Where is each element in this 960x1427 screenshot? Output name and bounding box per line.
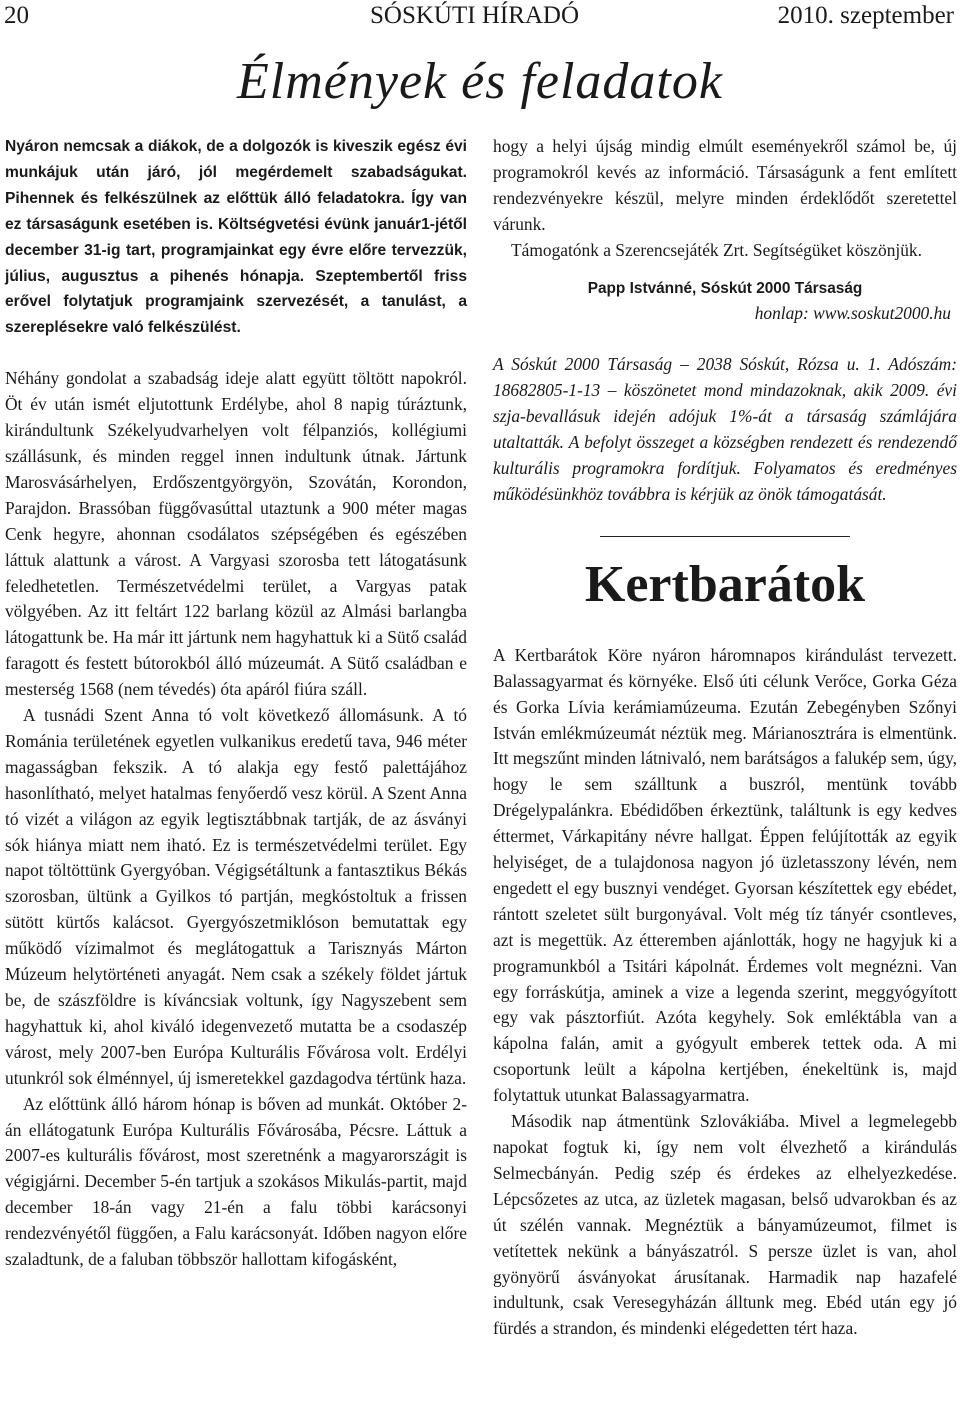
right-column: [493, 134, 957, 1342]
body-paragraph: Néhány gondolat a szabadság ideje alatt együtt töltött napokról. Öt év után ismét eljutottunk Erdélybe, ahol 8 napig túráztunk, kirándultunk Székelyudvarhelyen volt félpanziós, kollégiumi szállásunk, és minden reggel innen indultunk útnak. Jártunk Marosvásárhelyen, Erdőszentgyörgyön, Szovátán, Korondon, Parajdon. Brassóban függővasúttal utaztunk a 900 méter magas Cenk hegyre, ahonnan csodálatos szépségében és egészében láttuk alattunk a várost. A Vargyasi szorosba tett látogatásunk feledhetetlen. Természetvédelmi terület, a Vargyas patak völgyében. Az itt feltárt 122 barlang közül az Almási barlangba látogattunk be. Ha már itt jártunk nem hagyhattuk ki a Sütő család faragott és festett bútorokból álló múzeumát. A Sütő családban e mesterség 1568 (nem tévedés) óta apáról fiúra száll.: [5, 368, 467, 700]
author-signature: Papp Istvánné, Sóskút 2000 Társaság: [587, 279, 863, 297]
body-paragraph: hogy a helyi újság mindig elmúlt eseményekről számol be, új programokról kevés az információ. Társaságunk a fent említett rendezvényekre készül, melyre minden érdeklődőt szeretettel várunk.: [493, 136, 957, 234]
body-paragraph: A Kertbarátok Köre nyáron háromnapos kirándulást tervezett. Balassagyarmat és környéke. Első úti célunk Verőce, Gorka Géza és Gorka Lívia kerámiamúzeuma. Ezután Zebegényben Szőnyi István emlékmúzeumát néztük meg. Márianosztrára is elmentünk. Itt megszűnt minden látnivaló, nem barátságos a falukép sem, úgy, hogy le sem szálltunk a buszról, mentünk tovább Drégelypalánkra. Ebédidőben érkeztünk, találtunk is egy kedves éttermet, Várkapitány névre hallgat. Éppen felújították az egyik helyiséget, de a tulajdonosa nagyon jó üzletasszony lévén, nem engedett el egy busznyi vendéget. Gyorsan készítettek egy ebédet, rántott szeletet sült burgonyával. Volt még tíz tányér csontleves, azt is megettük. Az étteremben ajánlották, hogy ne hagyjuk ki a programunkból a Tsitári kápolnát. Érdemes volt megnézni. Van egy forráskútja, aminek a vize a legenda szerint, meggyógyított egy vak pásztorfiút. Azóta kegyhely. Sok emléktábla van a kápolna falán, amit a gyógyult emberek tettek oda. A mi csoportunk leült a kápolna kertjében, énekeltünk is, majd folytattuk utunkat Balassagyarmatra.: [493, 644, 957, 1106]
page-header: [0, 0, 960, 34]
lead-paragraph: Nyáron nemcsak a diákok, de a dolgozók is kiveszik egész évi munkájuk után járó, jól megérdemelt szabadságukat. Pihennek és felkészülnek az előttük álló feladatokra. Így van ez társaságunk esetében is. Költségvetési évünk január1-jétől december 31-ig tart, programjainkat egy évre előre tervezzük, július, augusztus a pihenés hónapja. Szeptembertől friss erővel folytatjuk programjaink szervezését, a tanulást, a szereplésekre való felkészülést.: [5, 138, 467, 337]
section-divider: [600, 536, 850, 537]
issue-date: 2010. szeptember: [777, 2, 954, 29]
page-number: 20: [4, 2, 29, 29]
tax-notice: A Sóskút 2000 Társaság – 2038 Sóskút, Rózsa u. 1. Adószám: 18682805-1-13 – köszönetet mond mindazoknak, akik 2009. évi szja-bevallásuk idején adójuk 1%-át a társaság számlájára utaltatták. A befolyt összeget a községben rendezett és rendezendő kulturális programokra fordítjuk. Folyamatos és eredményes működésünkhöz továbbra is kérjük az önök támogatását.: [493, 354, 957, 504]
sponsor-paragraph: Támogatónk a Szerencsejáték Zrt. Segítségüket köszönjük.: [511, 239, 922, 260]
body-paragraph: A tusnádi Szent Anna tó volt következő állomásunk. A tó Románia területének egyetlen vulkanikus eredetű tava, 946 méter magasságban fekszik. A tó alakja egy festő palettájához hasonlítható, melyet hatalmas fenyőerdő vesz körül. A Szent Anna tó vizét a világon az egyik legtisztábbnak tartják, de az ásványi sók hiánya miatt nem iható. Ez is természetvédelmi terület. Egy napot töltöttünk Gyergyóban. Végigsétáltunk a fantasztikus Békás szorosban, ültünk a Gyilkos tó partján, megkóstoltuk a frissen sütött kürtős kalácsot. Gyergyószetmiklóson bemutattak egy működő vízimalmot és meglátogattuk a Tarisznyás Márton Múzeum helytörténeti anyagát. Nem csak a székely földet jártuk be, de szászföldre is kíváncsiak voltunk, így Nagyszebent sem hagyhattuk ki, ahol kiváló idegenvezető mutatta be a csodaszép várost, mely 2007-ben Európa Kulturális Fővárosa volt. Erdélyi utunkról sok élménnyel, új ismeretekkel gazdagodva tértünk haza.: [5, 705, 467, 1088]
article-title: Élmények és feladatok: [237, 53, 723, 110]
left-column: [5, 134, 467, 1273]
body-paragraph: Az előttünk álló három hónap is bőven ad munkát. Október 2-án ellátogatunk Európa Kulturális Fővárosába, Pécsre. Láttuk a 2007-es kulturális fővárost, most szeretnénk a magyarországit is végigjárni. December 5-én tartjuk a szokásos Mikulás-partit, majd december 18-án vagy 21-én a falu többi karácsonyi rendezvényétől függően, a Falu karácsonyát. Időben nagyon előre szaladtunk, de a faluban többször hallottam kifogásként,: [5, 1093, 467, 1270]
publication-name: SÓSKÚTI HÍRADÓ: [370, 2, 580, 29]
section-title: Kertbarátok: [584, 555, 866, 613]
body-paragraph: Második nap átmentünk Szlovákiába. Mivel a legmelegebb napokat fogtuk ki, így nem volt élvezhető a kirándulás Selmecbányán. Pedig szép és érdekes az elhelyezkedése. Lépcsőzetes az utca, az üzletek magasan, belső udvarokban és az út szélén vannak. Megnéztük a bányamúzeumot, filmet is vetítettek nekünk a bányászatról. S persze üzlet is van, ahol gyönyörű ásványokat árusítanak. Harmadik nap hazafelé indultunk, csak Veresegyházán álltunk meg. Ebéd után egy jó fürdés a strandon, és mindenki elégedetten tért haza.: [493, 1111, 957, 1339]
website-line: honlap: www.soskut2000.hu: [754, 303, 951, 324]
